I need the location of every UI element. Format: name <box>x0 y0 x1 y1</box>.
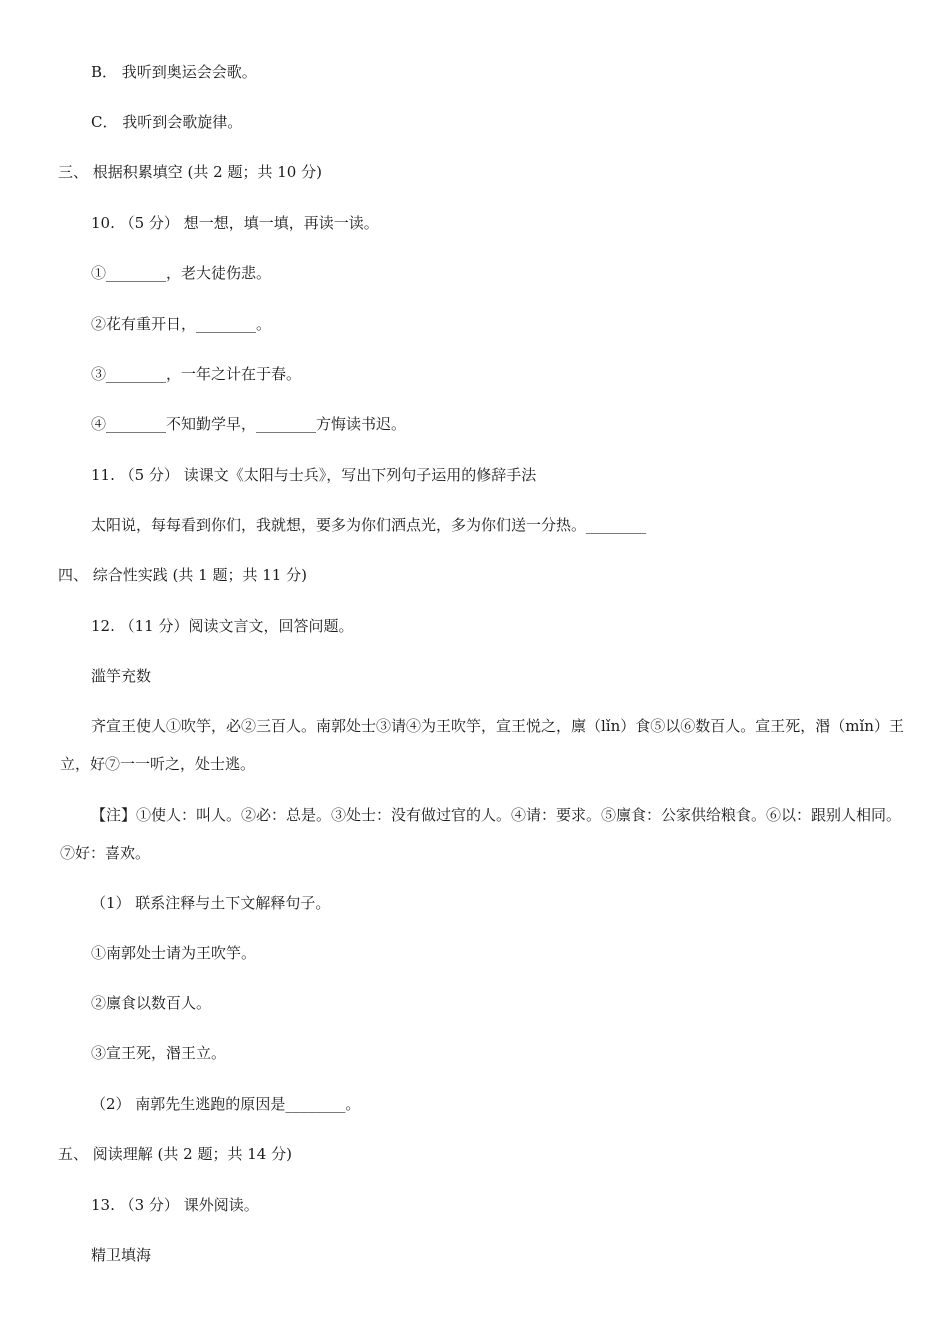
question-12-stem: 12. （11 分）阅读文言文，回答问题。 <box>91 617 354 635</box>
question-10-item-3: ③________，一年之计在于春。 <box>91 365 302 383</box>
passage-title: 滥竽充数 <box>91 667 152 685</box>
sub-question-1-item-3: ③宣王死，湣王立。 <box>91 1044 227 1062</box>
section-3-heading: 三、 根据积累填空 (共 2 题；共 10 分) <box>58 163 322 181</box>
sub-question-1-item-2: ②廪食以数百人。 <box>91 994 212 1012</box>
reading-title: 精卫填海 <box>91 1246 152 1264</box>
passage-notes: 【注】①使人：叫人。②必：总是。③处士：没有做过官的人。④请：要求。⑤廪食：公家供给粮食。⑥以：跟别人相同。⑦好：喜欢。 <box>60 806 902 862</box>
section-4-heading: 四、 综合性实践 (共 1 题；共 11 分) <box>58 566 307 584</box>
question-11-sentence: 太阳说，每每看到你们，我就想，要多为你们洒点光，多为你们送一分热。________ <box>91 516 647 534</box>
section-5-heading: 五、 阅读理解 (共 2 题；共 14 分) <box>58 1145 292 1163</box>
question-10-item-4: ④________不知勤学早，________方悔读书迟。 <box>91 415 407 433</box>
sub-question-1: （1） 联系注释与土下文解释句子。 <box>91 894 331 912</box>
question-13-stem: 13. （3 分） 课外阅读。 <box>91 1196 259 1214</box>
sub-question-1-item-1: ①南郭处士请为王吹竽。 <box>91 944 257 962</box>
question-10-item-2: ②花有重开日，________。 <box>91 315 272 333</box>
option-c: C． 我听到会歌旋律。 <box>91 113 243 131</box>
question-10-stem: 10. （5 分） 想一想，填一填，再读一读。 <box>91 214 379 232</box>
question-10-item-1: ①________，老大徒伤悲。 <box>91 264 272 282</box>
classical-passage: 齐宣王使人①吹竽，必②三百人。南郭处士③请④为王吹竽，宣王悦之，廪（lǐn）食⑤以⑥数百人。宣王死，湣（mǐn）王立，好⑦一一听之，处士逃。 <box>60 717 904 773</box>
sub-question-2: （2） 南郭先生逃跑的原因是________。 <box>91 1095 361 1113</box>
question-11-stem: 11. （5 分） 读课文《太阳与士兵》，写出下列句子运用的修辞手法 <box>91 466 537 484</box>
option-b: B． 我听到奥运会会歌。 <box>91 63 257 81</box>
